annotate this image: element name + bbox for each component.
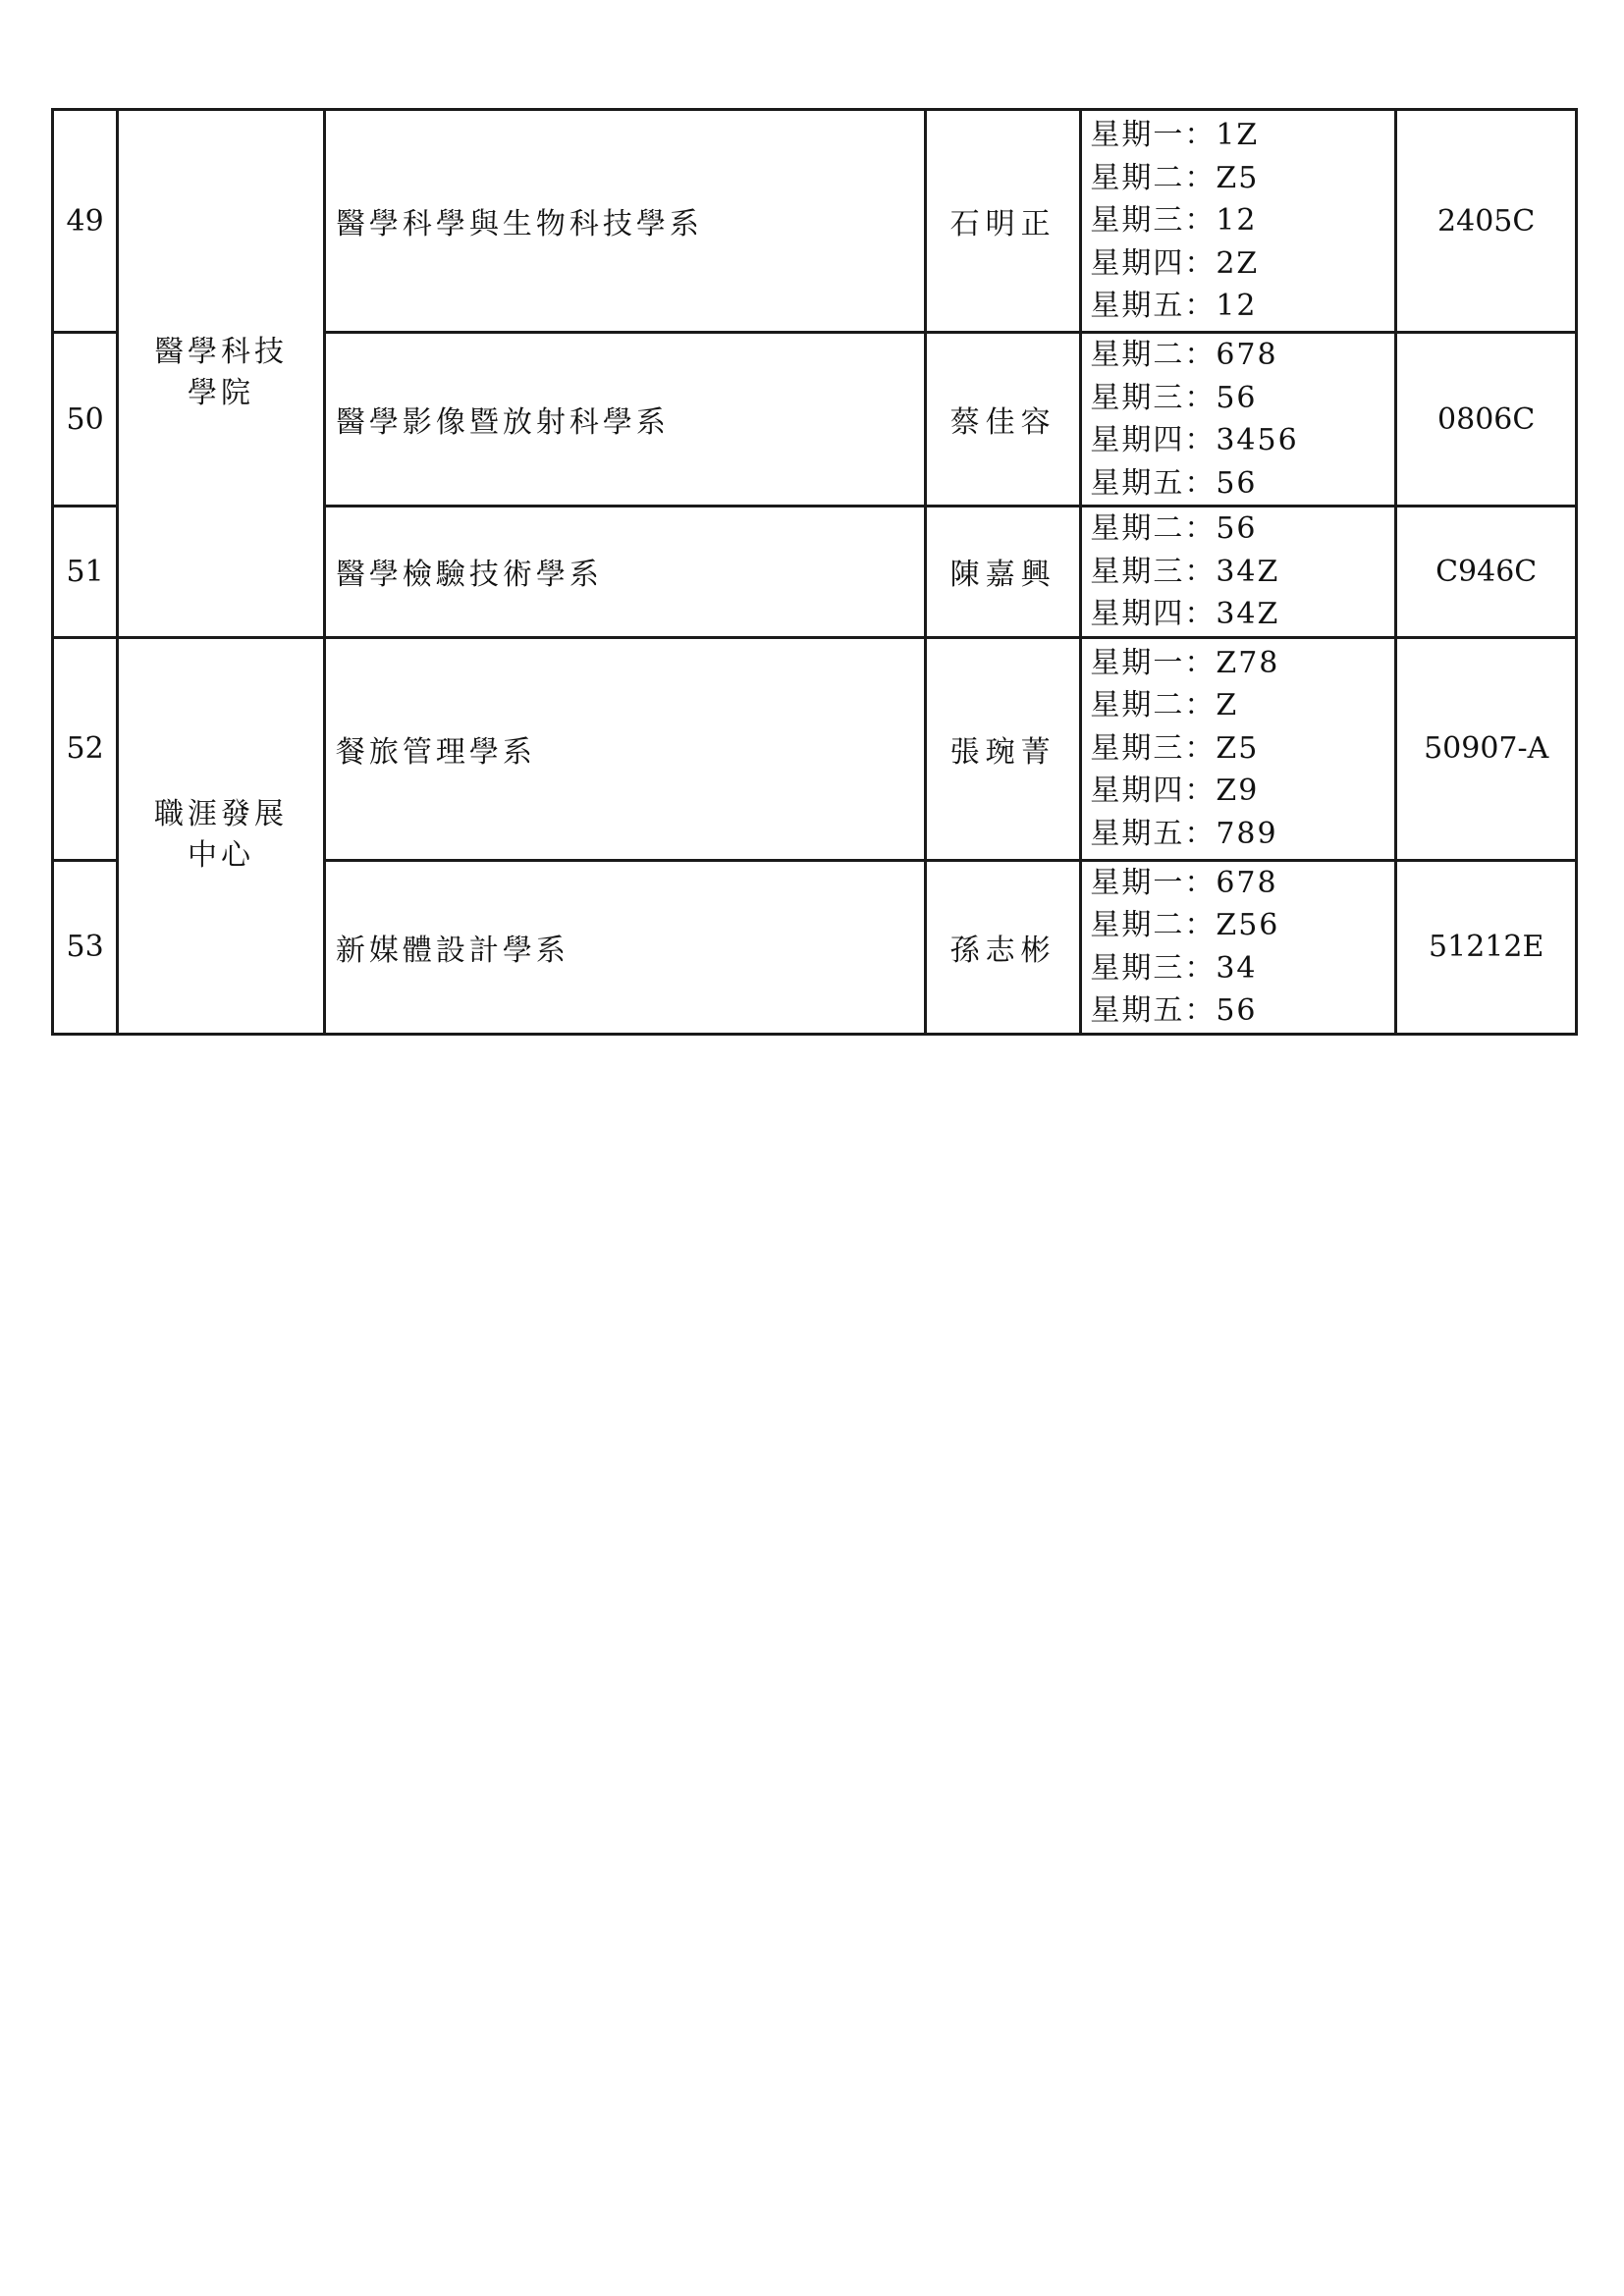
row-number: 50	[53, 333, 118, 507]
time-slot: 星期四：Z9	[1090, 774, 1260, 809]
room-code: 50907-A	[1396, 637, 1577, 860]
time-slot: 星期五：56	[1090, 465, 1258, 501]
time-slot: 星期二：56	[1090, 511, 1258, 546]
college-name-line: 醫學科技	[154, 335, 289, 370]
schedule-times	[1081, 860, 1396, 1034]
time-slot: 星期二：Z56	[1090, 908, 1280, 942]
room-code: 51212E	[1396, 860, 1577, 1034]
teacher-name: 陳嘉興	[925, 507, 1081, 638]
row-number: 49	[53, 110, 118, 333]
college-cell	[118, 637, 325, 1034]
schedule-times	[1081, 110, 1396, 333]
schedule-table	[51, 108, 1578, 1036]
department-name: 醫學影像暨放射科學系	[324, 333, 925, 507]
teacher-name: 石明正	[925, 110, 1081, 333]
row-number: 53	[53, 860, 118, 1034]
room-code: 2405C	[1396, 110, 1577, 333]
college-name-line: 職涯發展	[154, 797, 289, 831]
time-slot: 星期三：56	[1090, 380, 1258, 415]
college-name-line: 中心	[188, 838, 255, 873]
time-slot: 星期五：12	[1090, 289, 1258, 324]
time-slot: 星期三：Z5	[1090, 730, 1260, 766]
table-row	[53, 110, 1577, 333]
table-row	[53, 637, 1577, 860]
row-number: 51	[53, 507, 118, 638]
time-slot: 星期一：678	[1090, 865, 1278, 900]
time-slot: 星期一：Z78	[1090, 645, 1280, 680]
department-name: 醫學檢驗技術學系	[324, 507, 925, 638]
teacher-name: 張琬菁	[925, 637, 1081, 860]
department-name: 餐旅管理學系	[324, 637, 925, 860]
time-slot: 星期五：789	[1090, 816, 1278, 851]
time-slot: 星期二：678	[1090, 338, 1278, 372]
teacher-name: 孫志彬	[925, 860, 1081, 1034]
room-code: 0806C	[1396, 333, 1577, 507]
college-name-line: 學院	[188, 376, 255, 411]
time-slot: 星期五：56	[1090, 993, 1258, 1028]
teacher-name: 蔡佳容	[925, 333, 1081, 507]
time-slot: 星期三：34Z	[1090, 554, 1280, 589]
department-name: 醫學科學與生物科技學系	[324, 110, 925, 333]
time-slot: 星期四：34Z	[1090, 597, 1280, 631]
schedule-times	[1081, 333, 1396, 507]
college-cell	[118, 110, 325, 638]
schedule-times	[1081, 637, 1396, 860]
time-slot: 星期三：34	[1090, 950, 1258, 986]
time-slot: 星期四：3456	[1090, 423, 1299, 457]
row-number: 52	[53, 637, 118, 860]
department-name: 新媒體設計學系	[324, 860, 925, 1034]
time-slot: 星期二：Z	[1090, 688, 1239, 723]
time-slot: 星期四：2Z	[1090, 245, 1260, 281]
time-slot: 星期二：Z5	[1090, 160, 1260, 195]
time-slot: 星期一：1Z	[1090, 118, 1260, 153]
room-code: C946C	[1396, 507, 1577, 638]
schedule-times	[1081, 507, 1396, 638]
time-slot: 星期三：12	[1090, 203, 1258, 239]
